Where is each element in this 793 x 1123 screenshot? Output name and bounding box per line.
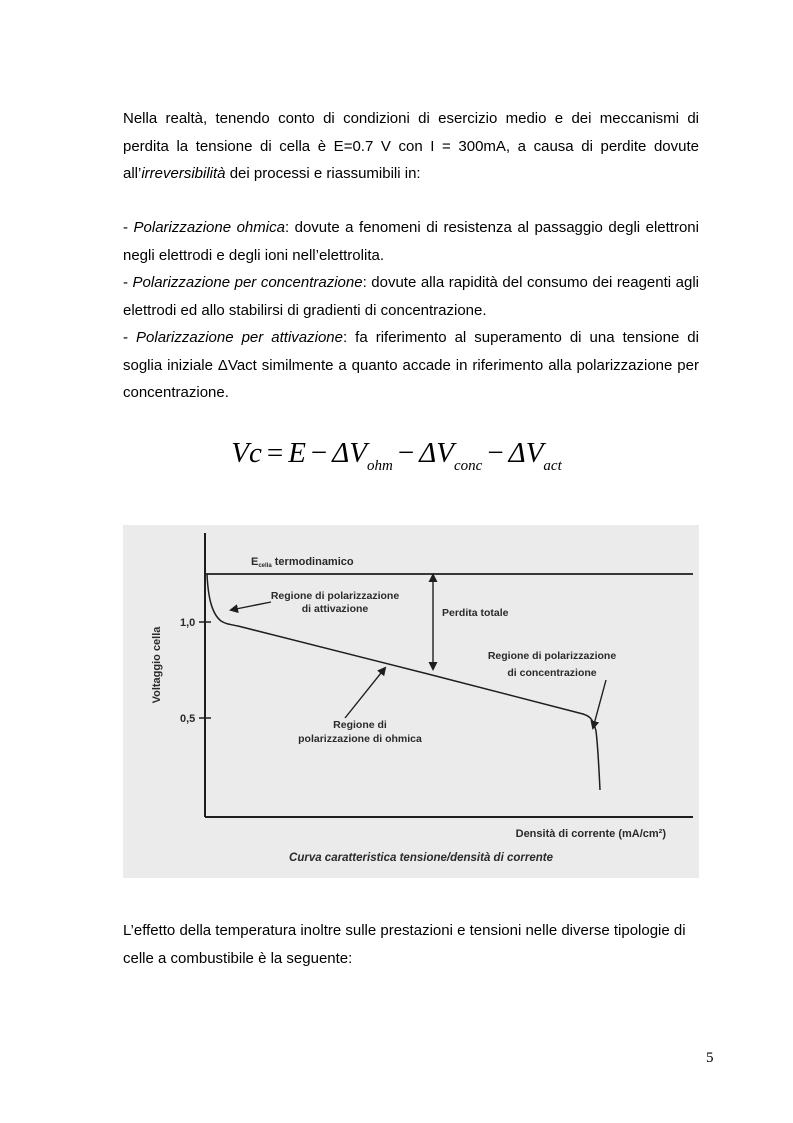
loss-list [123,214,699,407]
ohmic-region-label-1: Regione di [333,719,387,731]
loss-term: Polarizzazione per concentrazione [132,274,363,291]
intro-emphasis: irreversibilità [141,165,226,182]
loss-term: Polarizzazione ohmica [133,219,285,236]
concentration-region-label-1: Regione di polarizzazione [487,650,617,662]
intro-text-end: dei processi e riassumibili in: [225,165,421,182]
loss-description: : fa riferimento al superamento di una tensione di soglia iniziale ΔVact similmente a quanto accade in riferimento alla polarizzazione per concentrazione. [123,329,699,401]
y-tick-label: 1,0 [180,617,196,629]
loss-description: : dovute a fenomeni di resistenza al passaggio degli elettroni negli elettrodi e degli ioni nell’elettrolita. [123,219,699,264]
loss-term: Polarizzazione per attivazione [136,329,343,346]
concentration-region-label-2: di concentrazione [507,667,597,679]
total-loss-label: Perdita totale [442,607,509,619]
intro-paragraph [123,105,699,188]
polarization-chart [123,525,699,878]
chart-title: Curva caratteristica tensione/densità di corrente [289,852,553,864]
activation-region-label-1: Regione di polarizzazione [270,590,400,602]
y-tick-label: 0,5 [180,713,196,725]
chart-background [123,525,699,878]
intro-text: Nella realtà, tenendo conto di condizioni di esercizio medio e dei meccanismi di perdita la tensione di cella è E=0.7 V con I = 300mA, a causa di perdite dovute all’ [123,110,699,182]
page-number: 5 [706,1050,714,1066]
temperature-paragraph: L’effetto della temperatura inoltre sulle prestazioni e tensioni nelle diverse tipologie di celle a combustibile è la seguente: [123,922,686,967]
loss-item-activation: - Polarizzazione per attivazione: fa riferimento al superamento di una tensione di soglia iniziale ΔVact similmente a quanto accade in riferimento alla polarizzazione per concentrazione. [123,329,699,401]
loss-item-ohmic: - Polarizzazione ohmica: dovute a fenomeni di resistenza al passaggio degli elettroni negli elettrodi e degli ioni nell’elettrolita. [123,219,699,264]
thermodynamic-voltage-label: Ecella termodinamico [251,556,354,569]
x-axis-label: Densità di corrente (mA/cm²) [515,828,666,840]
activation-region-label-2: di attivazione [301,603,369,615]
y-axis-label: Voltaggio cella [151,626,163,704]
loss-description: : dovute alla rapidità del consumo dei reagenti agli elettrodi ed allo stabilirsi di gradienti di concentrazione. [123,274,699,319]
cell-voltage-formula: $Vc = E - \Delta V_{ohm} - \Delta V_{conc} - \Delta V_{act}$ [231,437,562,474]
ohmic-region-label-2: polarizzazione di ohmica [298,733,422,745]
loss-item-concentration: - Polarizzazione per concentrazione: dovute alla rapidità del consumo dei reagenti agli elettrodi ed allo stabilirsi di gradienti di concentrazione. [123,274,699,319]
